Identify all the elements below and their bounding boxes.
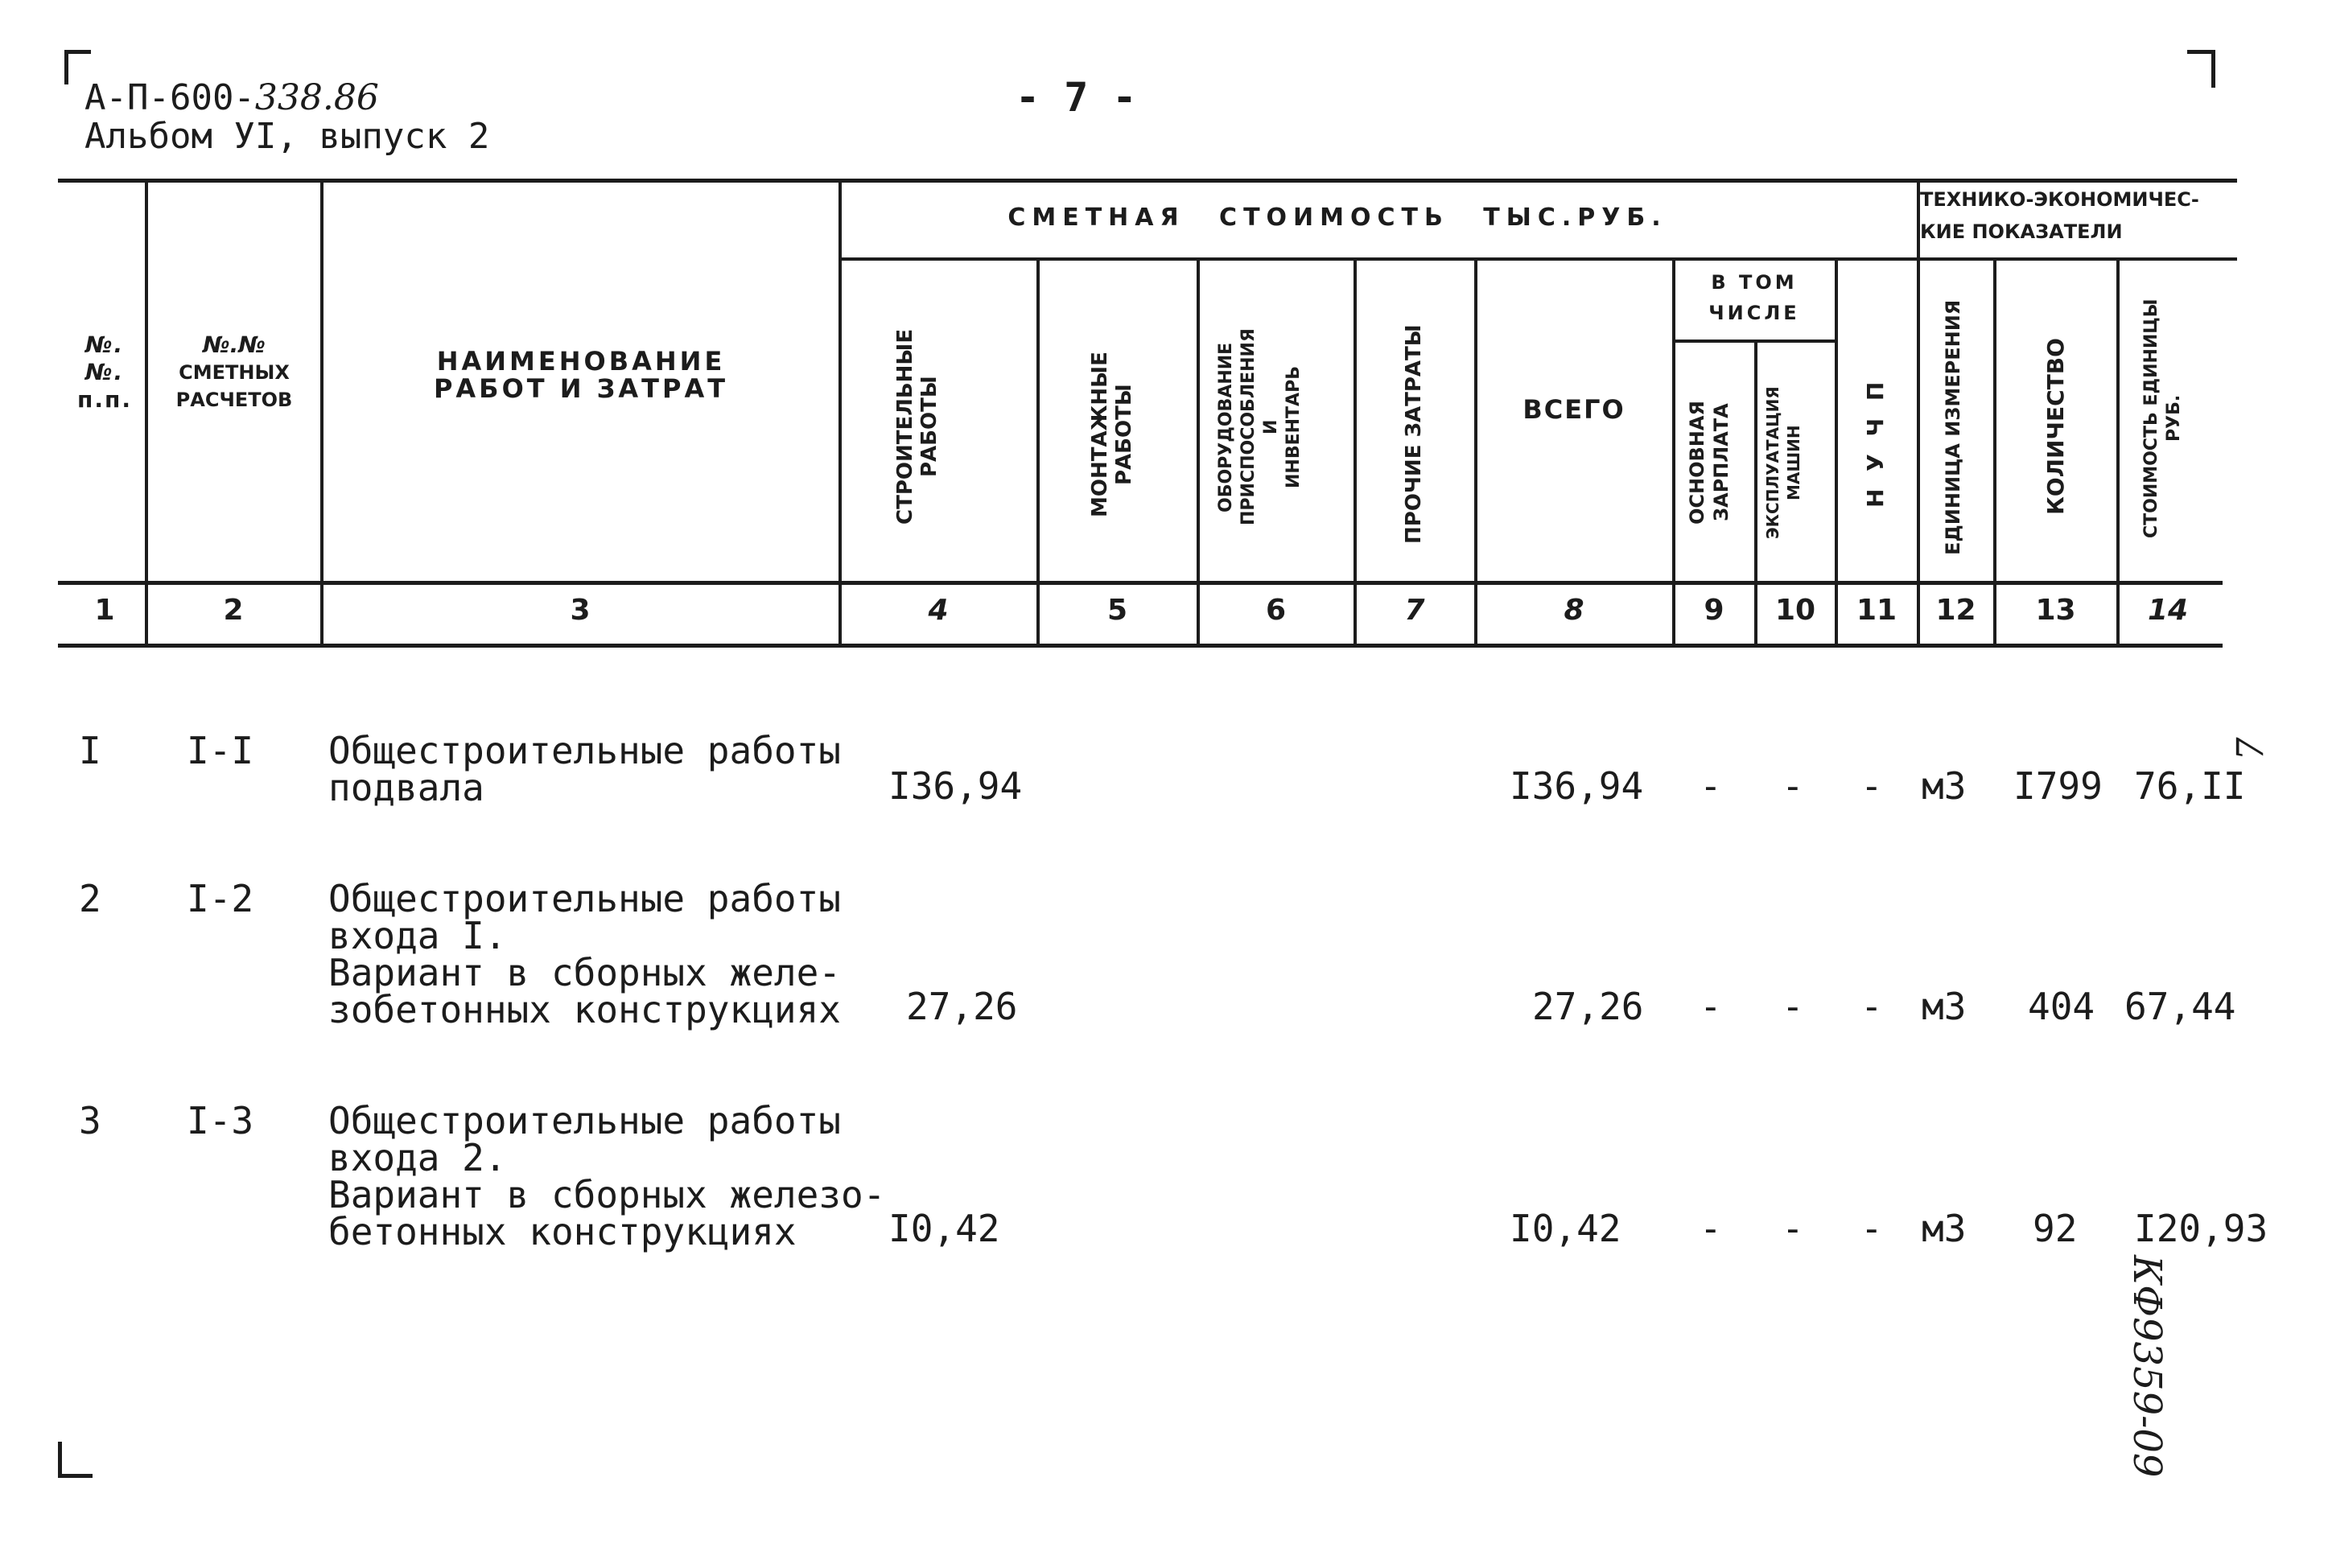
column-number-14: 14 [2147, 594, 2189, 627]
total-cost: I36,94 [1510, 764, 1644, 808]
margin-mark: 7 [2228, 737, 2272, 761]
header-total: ВСЕГО [1522, 394, 1625, 425]
unit-cost: I20,93 [2134, 1207, 2268, 1250]
header-quantity: КОЛИЧЕСТВО [2042, 338, 2069, 515]
machine-operation: - [1782, 985, 1804, 1028]
nuchp: - [1860, 985, 1883, 1028]
work-name: Общестроительные работы подвала [328, 729, 841, 809]
row-number: 3 [79, 1099, 101, 1142]
unit-of-measure: м3 [1922, 1207, 1967, 1250]
archive-stamp: КФ9359-09 [2124, 1255, 2169, 1478]
page-number: - 7 - [1016, 74, 1137, 121]
column-number-1: 1 [94, 594, 115, 627]
work-name: Общестроительные работы входа I. Вариант в сборных желе- зобетонных конструкциях [328, 877, 841, 1031]
header-including: В ТОМ ЧИСЛЕ [1708, 271, 1800, 324]
header-work-name: НАИМЕНОВАНИЕ РАБОТ И ЗАТРАТ [433, 346, 729, 404]
column-number-3: 3 [570, 594, 591, 627]
quantity: 404 [2028, 985, 2095, 1028]
header-technical-indicators: ТЕХНИКО-ЭКОНОМИЧЕС- КИЕ ПОКАЗАТЕЛИ [1920, 188, 2199, 243]
header-unit-of-measure: ЕДИНИЦА ИЗМЕРЕНИЯ [1942, 299, 1964, 555]
base-salary: - [1700, 1207, 1722, 1250]
column-number-7: 7 [1404, 594, 1425, 627]
construction-cost: I0,42 [888, 1207, 1000, 1250]
row-number: I [79, 729, 101, 772]
header-machine-operation: ЭКСПЛУАТАЦИЯ МАШИН [1763, 386, 1803, 539]
header-other-costs: ПРОЧИЕ ЗАТРАТЫ [1402, 324, 1426, 545]
calc-number: I-I [187, 729, 254, 772]
work-name: Общестроительные работы входа 2. Вариант в сборных железо- бетонных конструкциях [328, 1099, 886, 1253]
machine-operation: - [1782, 1207, 1804, 1250]
base-salary: - [1700, 985, 1722, 1028]
column-number-2: 2 [223, 594, 244, 627]
calc-number: I-3 [187, 1099, 254, 1142]
header-construction-works: СТРОИТЕЛЬНЫЕ РАБОТЫ [893, 328, 942, 525]
construction-cost: I36,94 [888, 764, 1023, 808]
column-number-6: 6 [1265, 594, 1287, 627]
header-equipment: ОБОРУДОВАНИЕ ПРИСПОСОБЛЕНИЯ И ИНВЕНТАРЬ [1216, 328, 1304, 526]
column-number-4: 4 [928, 594, 949, 627]
header-estimated-cost: СМЕТНАЯ СТОИМОСТЬ ТЫС.РУБ. [1007, 204, 1667, 232]
header-unit-cost: СТОИМОСТЬ ЕДИНИЦЫ РУБ. [2141, 298, 2184, 538]
quantity: I799 [2013, 764, 2103, 808]
column-number-13: 13 [2035, 594, 2076, 627]
column-number-5: 5 [1106, 594, 1128, 627]
total-cost: I0,42 [1510, 1207, 1621, 1250]
column-number-12: 12 [1935, 594, 1976, 627]
header-base-salary: ОСНОВНАЯ ЗАРПЛАТА [1686, 401, 1733, 525]
column-number-9: 9 [1704, 594, 1724, 627]
nuchp: - [1860, 1207, 1883, 1250]
header-calc-number: №.№ СМЕТНЫХ РАСЧЕТОВ [175, 331, 293, 411]
total-cost: 27,26 [1532, 985, 1644, 1028]
column-number-11: 11 [1856, 594, 1897, 627]
column-number-10: 10 [1774, 594, 1816, 627]
row-number: 2 [79, 877, 101, 920]
unit-cost: 76,II [2134, 764, 2246, 808]
machine-operation: - [1782, 764, 1804, 808]
unit-cost: 67,44 [2124, 985, 2236, 1028]
document-code-printed: А-П-600- [84, 77, 255, 118]
calc-number: I-2 [187, 877, 254, 920]
unit-of-measure: м3 [1922, 985, 1967, 1028]
document-code-handwritten: 338.86 [254, 77, 379, 118]
document-code [84, 79, 489, 156]
corner-mark-bottom-left [58, 1442, 93, 1478]
album-title: Альбом УI, выпуск 2 [84, 116, 490, 157]
header-row-number: №.№. п.п. [77, 331, 132, 413]
corner-mark-top-right [2187, 50, 2215, 88]
base-salary: - [1700, 764, 1722, 808]
nuchp: - [1860, 764, 1883, 808]
header-installation-works: МОНТАЖНЫЕ РАБОТЫ [1088, 352, 1136, 517]
construction-cost: 27,26 [906, 985, 1018, 1028]
unit-of-measure: м3 [1922, 764, 1967, 808]
column-number-8: 8 [1564, 594, 1584, 627]
quantity: 92 [2033, 1207, 2078, 1250]
header-nuchp: Н У Ч П [1862, 377, 1889, 508]
